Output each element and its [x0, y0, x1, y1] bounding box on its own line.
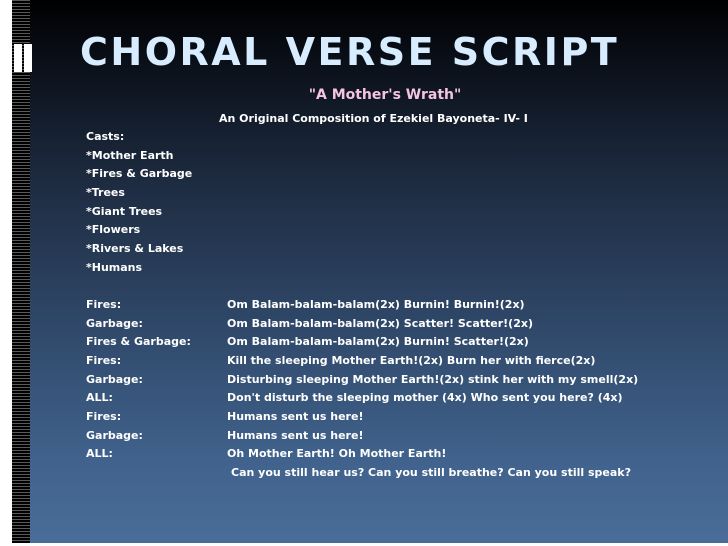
cast-item: *Giant Trees — [86, 205, 163, 218]
script-speaker: Fires & Garbage: — [86, 335, 191, 348]
author-credit: An Original Composition of Ezekiel Bayoneta- IV- I — [219, 112, 528, 125]
script-speaker: Fires: — [86, 298, 122, 311]
cast-item: *Mother Earth — [86, 149, 174, 162]
slide-title: CHORAL VERSE SCRIPT — [80, 30, 620, 74]
cast-item: *Rivers & Lakes — [86, 242, 184, 255]
cast-item: *Flowers — [86, 223, 141, 236]
accent-bar — [14, 44, 22, 72]
script-line: Disturbing sleeping Mother Earth!(2x) stink her with my smell(2x) — [227, 373, 639, 386]
script-speaker: Garbage: — [86, 373, 143, 386]
accent-bar — [24, 44, 32, 72]
script-line: Humans sent us here! — [227, 410, 364, 423]
script-line: Oh Mother Earth! Oh Mother Earth! — [227, 447, 447, 460]
script-speaker: ALL: — [86, 447, 113, 460]
script-line: Humans sent us here! — [227, 429, 364, 442]
script-line: Om Balam-balam-balam(2x) Scatter! Scatter!(2x) — [227, 317, 533, 330]
script-line: Kill the sleeping Mother Earth!(2x) Burn her with fierce(2x) — [227, 354, 596, 367]
slide-subtitle: "A Mother's Wrath" — [308, 87, 462, 103]
script-line: Om Balam-balam-balam(2x) Burnin! Burnin!(2x) — [227, 298, 525, 311]
left-hatch-decoration — [12, 0, 30, 546]
script-speaker: Fires: — [86, 354, 122, 367]
cast-item: *Trees — [86, 186, 125, 199]
script-line: Can you still hear us? Can you still breathe? Can you still speak? — [231, 466, 631, 479]
casts-heading: Casts: — [86, 130, 125, 143]
cast-item: *Humans — [86, 261, 143, 274]
script-line: Om Balam-balam-balam(2x) Burnin! Scatter!(2x) — [227, 335, 529, 348]
script-speaker: Garbage: — [86, 317, 143, 330]
script-speaker: Garbage: — [86, 429, 143, 442]
script-speaker: ALL: — [86, 391, 113, 404]
script-speaker: Fires: — [86, 410, 122, 423]
script-line: Don't disturb the sleeping mother (4x) Who sent you here? (4x) — [227, 391, 623, 404]
cast-item: *Fires & Garbage — [86, 167, 193, 180]
left-white-border — [0, 0, 12, 546]
